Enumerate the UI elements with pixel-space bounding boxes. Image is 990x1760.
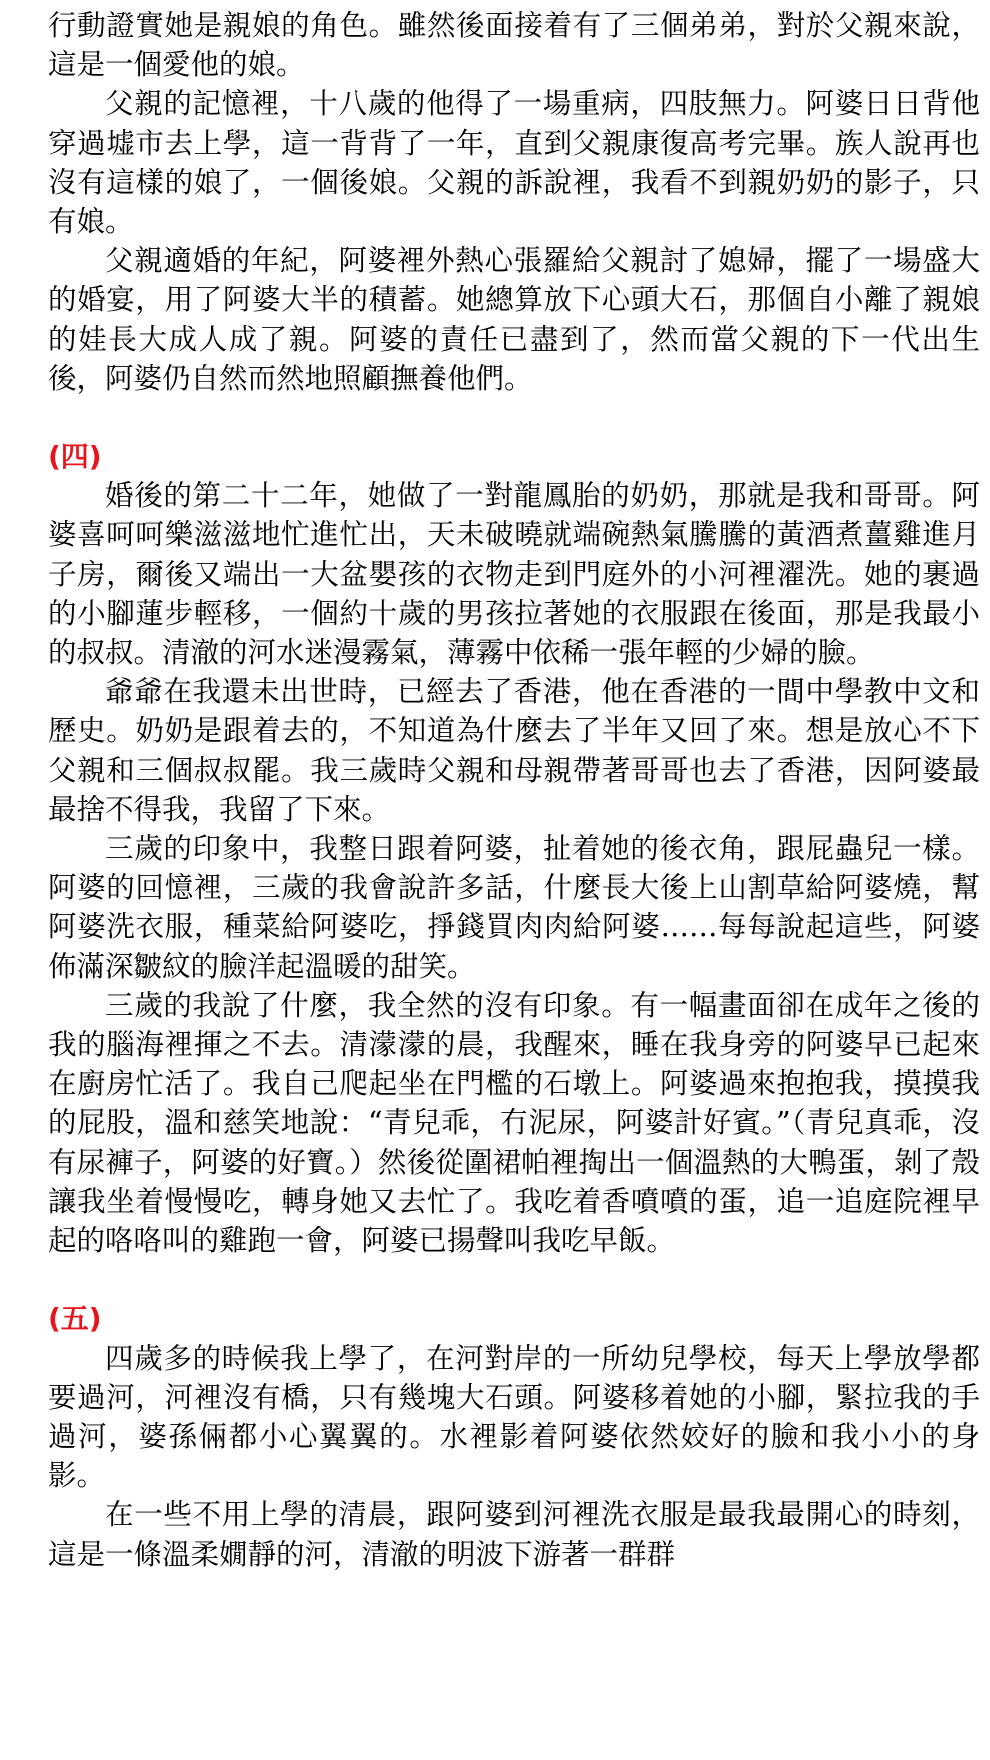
paragraph: 在一些不用上學的清晨，跟阿婆到河裡洗衣服是最我最開心的時刻，這是一條溫柔嫺靜的河，清澈的明波下游著一群群 — [48, 1498, 980, 1571]
paragraph: 行動證實她是親娘的角色。雖然後面接着有了三個弟弟，對於父親來說，這是一個愛他的娘。 — [48, 9, 980, 82]
paragraph: 三歲的印象中，我整日跟着阿婆，扯着她的後衣角，跟屁蟲兒一樣。阿婆的回憶裡，三歲的我會說許多話，什麼長大後上山割草給阿婆燒，幫阿婆洗衣服，種菜給阿婆吃，掙錢買肉肉給阿婆……每每說起這些，阿婆佈滿深皺紋的臉洋起溫暖的甜笑。 — [48, 832, 980, 983]
paragraph: 婚後的第二十二年，她做了一對龍鳳胎的奶奶，那就是我和哥哥。阿婆喜呵呵樂滋滋地忙進忙出，天未破曉就端碗熱氣騰騰的黃酒煮薑雞進月子房，爾後又端出一大盆嬰孩的衣物走到門庭外的小河裡濯洗。她的裹過的小腳蓮步輕移，一個約十歲的男孩拉著她的衣服跟在後面，那是我最小的叔叔。清澈的河水迷漫霧氣，薄霧中依稀一張年輕的少婦的臉。 — [48, 479, 980, 670]
section-spacer — [48, 1260, 980, 1299]
paragraph: 父親的記憶裡，十八歲的他得了一場重病，四肢無力。阿婆日日背他穿過墟市去上學，這一背背了一年，直到父親康復高考完畢。族人說再也沒有這樣的娘了，一個後娘。父親的訴說裡，我看不到親奶奶的影子，只有娘。 — [48, 87, 980, 239]
section-heading-4: (四) — [48, 440, 102, 474]
section-spacer — [48, 398, 980, 437]
paragraph: 爺爺在我還未出世時，已經去了香港，他在香港的一間中學教中文和歷史。奶奶是跟着去的，不知道為什麼去了半年又回了來。想是放心不下父親和三個叔叔罷。我三歲時父親和母親帶著哥哥也去了香港，因阿婆最最捨不得我，我留了下來。 — [48, 675, 980, 826]
paragraph: 父親適婚的年紀，阿婆裡外熱心張羅給父親討了媳婦，擺了一場盛大的婚宴，用了阿婆大半的積蓄。她總算放下心頭大石，那個自小離了親娘的娃長大成人成了親。阿婆的責任已盡到了，然而當父親的下一代出生後，阿婆仍自然而然地照顧撫養他們。 — [48, 244, 980, 395]
section-heading-5: (五) — [48, 1302, 102, 1336]
paragraph: 四歲多的時候我上學了，在河對岸的一所幼兒學校，每天上學放學都要過河，河裡沒有橋，只有幾塊大石頭。阿婆移着她的小腳，緊拉我的手過河，婆孫倆都小心翼翼的。水裡影着阿婆依然姣好的臉和我小小的身影。 — [48, 1341, 980, 1493]
paragraph: 三歲的我說了什麼，我全然的沒有印象。有一幅畫面卻在成年之後的我的腦海裡揮之不去。清濛濛的晨，我醒來，睡在我身旁的阿婆早已起來在廚房忙活了。我自己爬起坐在門檻的石墩上。阿婆過來抱抱我，摸摸我的屁股，溫和慈笑地說：“青兒乖，冇泥尿，阿婆計好賓。”（青兒真乖，沒有尿褲子，阿婆的好寶。）然後從圍裙帕裡掏出一個溫熱的大鴨蛋，剝了殼讓我坐着慢慢吃，轉身她又去忙了。我吃着香噴噴的蛋，追一追庭院裡早起的咯咯叫的雞跑一會，阿婆已揚聲叫我吃早飯。 — [48, 988, 980, 1258]
